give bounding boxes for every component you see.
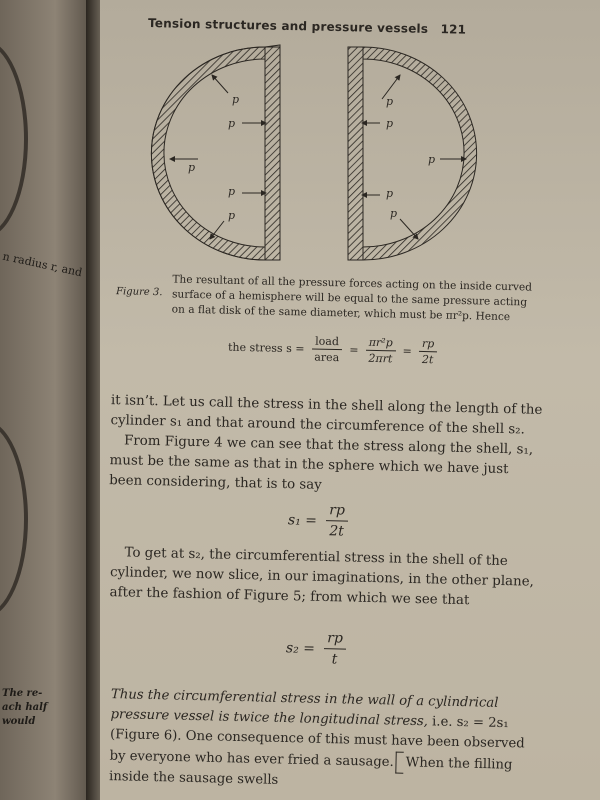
pressure-label: p bbox=[386, 95, 394, 108]
right-hemisphere bbox=[348, 47, 477, 260]
header-title: Tension structures and pressure vessels bbox=[147, 16, 429, 36]
numerator: πr²p bbox=[366, 335, 396, 352]
caption-line: The resultant of all the pressure forces acting on the inside curved bbox=[172, 273, 533, 294]
pressure-arrow bbox=[400, 219, 418, 239]
caption-line: on a flat disk of the same diameter, which must be πr²p. Hence bbox=[171, 303, 511, 324]
fraction bbox=[326, 500, 349, 541]
left-page-text: would bbox=[2, 716, 36, 727]
stress-equation bbox=[228, 332, 441, 368]
left-hemisphere bbox=[151, 45, 280, 260]
denominator: 2t bbox=[329, 523, 345, 540]
pressure-label: p bbox=[228, 209, 236, 222]
paragraph: From Figure 4 we can see that the stress along the shell, s₁, must be the same as that in the sphere which we have just been considering, that is to say bbox=[108, 433, 534, 493]
pressure-label: p bbox=[428, 153, 436, 166]
denominator: 2t bbox=[421, 353, 434, 367]
pressure-label: p bbox=[390, 207, 398, 220]
equation-s2 bbox=[286, 627, 350, 669]
fraction bbox=[365, 335, 396, 367]
paragraph: it isn’t. Let us call the stress in the shell along the length of the cylinder s₁ and that around the circumference of the shell s₂. bbox=[110, 393, 543, 438]
equation-prefix: the stress s = bbox=[227, 340, 305, 356]
fraction bbox=[311, 333, 343, 365]
paragraph: To get at s₂, the circumferential stress in the shell of the cylinder, we now slice, in our imaginations, in the other plane, after the fashion of Figure 5; from which we see that bbox=[109, 545, 535, 609]
paragraph-continuation: i.e. s₂ = 2s₁ (Figure 6). One consequence of this must have been observed by everyone who has ever fried a sausage. bbox=[109, 714, 525, 771]
left-facing-page bbox=[0, 0, 92, 800]
page-number: 121 bbox=[440, 22, 467, 37]
pressure-label: p bbox=[188, 161, 196, 174]
body-paragraph-1 bbox=[109, 391, 545, 501]
fraction bbox=[418, 336, 437, 367]
equation-lhs: s₂ = bbox=[285, 639, 316, 657]
hemisphere-diagram bbox=[150, 35, 540, 275]
italic-statement: Thus the circumferential stress in the wall of a cylindrical pressure vessel is twice the longitudinal stress, bbox=[110, 687, 499, 730]
equals-sign: = bbox=[349, 343, 359, 357]
denominator: t bbox=[331, 651, 338, 668]
equals-sign: = bbox=[402, 344, 412, 358]
left-page-text: n radius r, and bbox=[1, 249, 84, 280]
numerator: rp bbox=[324, 628, 346, 649]
pressure-label: p bbox=[228, 185, 236, 198]
margin-bracket bbox=[395, 752, 403, 774]
body-paragraph-4 bbox=[109, 685, 545, 797]
left-page-text: The re- bbox=[2, 688, 43, 699]
denominator: 2πrt bbox=[368, 351, 393, 366]
numerator: rp bbox=[326, 500, 348, 521]
pressure-arrows bbox=[170, 75, 466, 239]
left-page-diagram-arc bbox=[0, 40, 28, 238]
equation-s1 bbox=[288, 499, 352, 541]
figure-caption bbox=[116, 271, 543, 326]
pressure-label: p bbox=[232, 93, 240, 106]
numerator: load bbox=[312, 334, 342, 351]
figure-label: Figure 3. bbox=[115, 286, 163, 299]
left-page-diagram-arc bbox=[0, 420, 28, 618]
caption-line: surface of a hemisphere will be equal to the same pressure acting bbox=[171, 288, 528, 309]
equation-lhs: s₁ = bbox=[287, 511, 318, 529]
body-paragraph-3 bbox=[109, 543, 544, 613]
left-page-text: ach half bbox=[2, 702, 48, 713]
numerator: rp bbox=[419, 336, 438, 352]
pressure-label: p bbox=[386, 117, 394, 130]
pressure-label: p bbox=[228, 117, 236, 130]
denominator: area bbox=[314, 350, 340, 365]
paragraph bbox=[109, 685, 545, 797]
pressure-arrow bbox=[212, 75, 228, 93]
paragraph-tail: When the filling inside the sausage swells bbox=[108, 755, 513, 788]
pressure-label: p bbox=[386, 187, 394, 200]
fraction bbox=[324, 628, 347, 669]
